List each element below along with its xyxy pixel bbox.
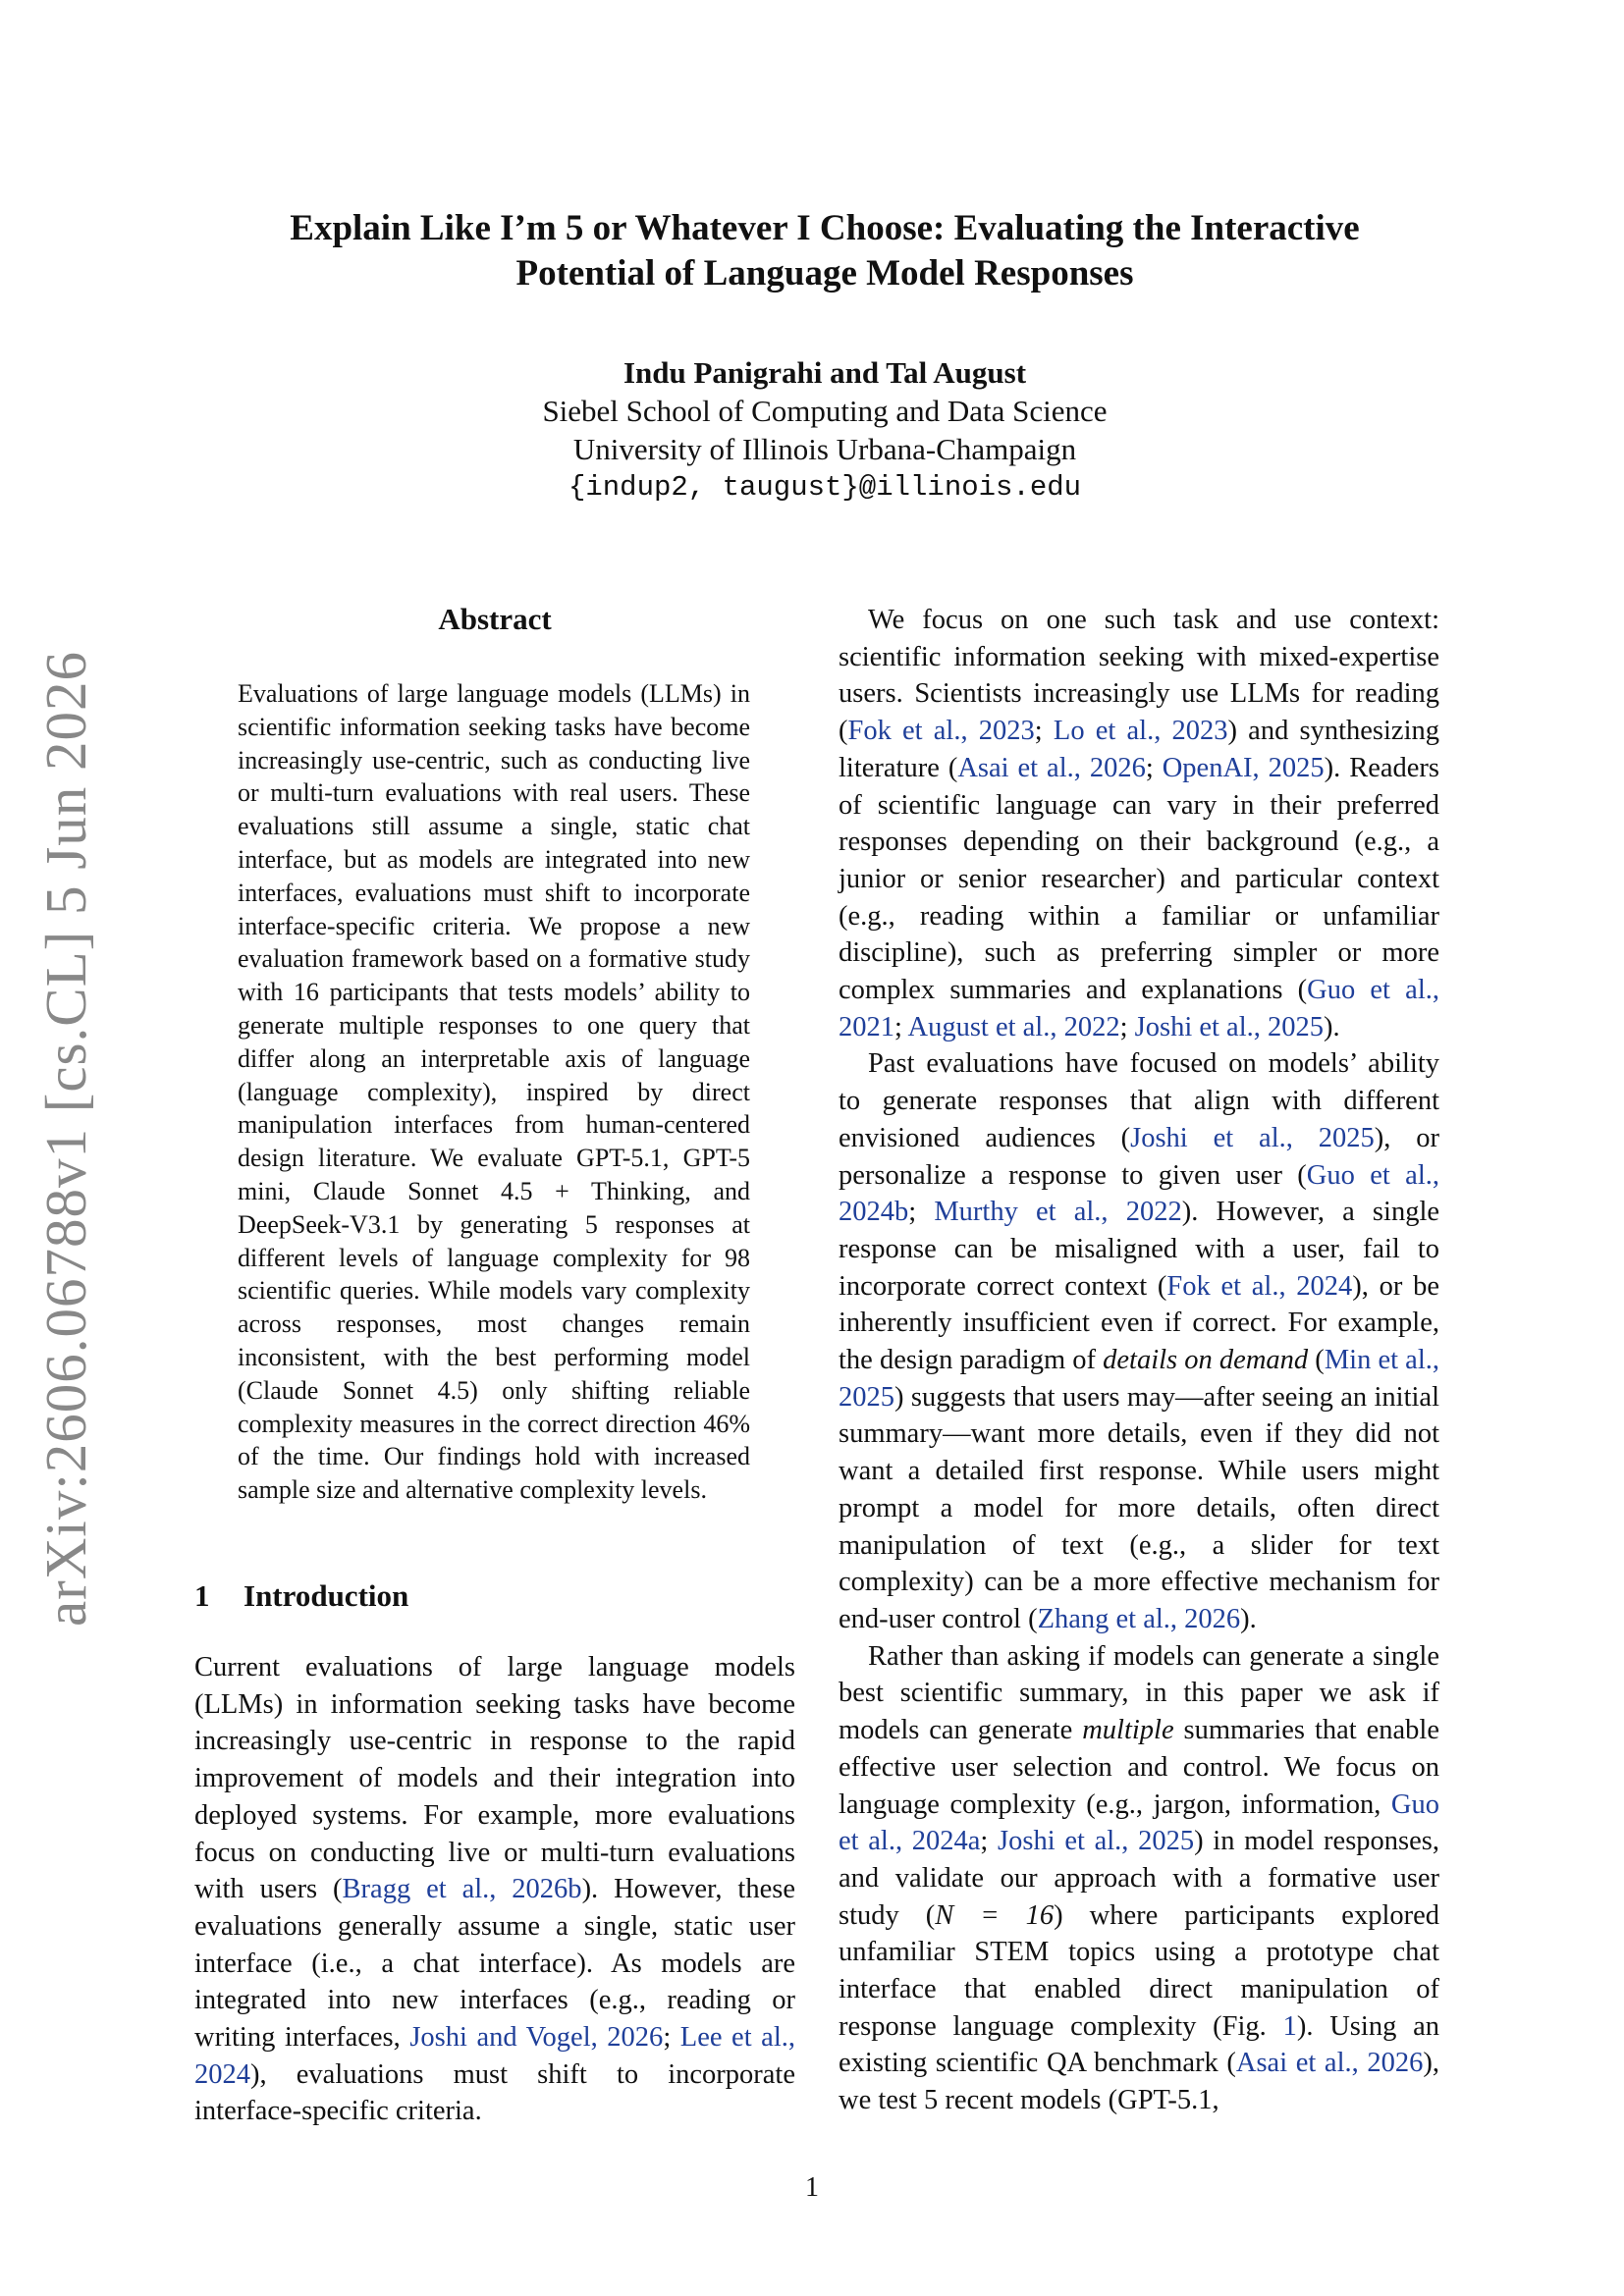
citation-link[interactable]: Guo et al., 2024b [839, 1159, 1439, 1228]
text-run: ). [1324, 1011, 1340, 1042]
text-run: ), or be inherently insufficient even if correct. For example, the design paradigm of [839, 1270, 1439, 1376]
text-run: ). Using an existing scientific QA benchmark ( [839, 2010, 1439, 2079]
intro-paragraph-4 [839, 1638, 1439, 2119]
affiliation-line-1: Siebel School of Computing and Data Science [542, 394, 1108, 428]
citation-link[interactable]: OpenAI, 2025 [1162, 752, 1325, 783]
citation-link[interactable]: Zhang et al., 2026 [1037, 1603, 1241, 1634]
text-run: ), we test 5 recent models (GPT-5.1, [839, 2048, 1439, 2116]
section-title: Introduction [244, 1578, 409, 1613]
citation-link[interactable]: Fok et al., 2024 [1166, 1270, 1353, 1302]
section-heading-introduction [194, 1578, 408, 1614]
citation-link[interactable]: Joshi and Vogel, 2026 [409, 2022, 664, 2054]
title-line-1: Explain Like I’m 5 or Whatever I Choose: Evaluating the Interactive [290, 208, 1360, 248]
author-email: {indup2, taugust}@illinois.edu [568, 471, 1082, 504]
text-run: Rather than asking if models can generate a single best scientific summary, in this paper we ask if models can generate [839, 1640, 1439, 1746]
citation-link[interactable]: Min et al., 2025 [839, 1345, 1439, 1413]
text-run: ) and synthesizing literature ( [839, 716, 1439, 783]
math-expression: N = 16 [935, 1899, 1055, 1931]
emphasis-text: multiple [1082, 1715, 1174, 1746]
text-run: ; [980, 1826, 999, 1857]
text-run: Past evaluations have focused on models’ ability to generate responses that align with different envisioned audiences ( [839, 1048, 1439, 1153]
citation-link[interactable]: Lee et al., 2024 [194, 2022, 795, 2090]
intro-left-column [194, 1649, 795, 2130]
citation-link[interactable]: Guo et al., 2021 [839, 975, 1439, 1042]
citation-link[interactable]: Joshi et al., 2025 [998, 1826, 1195, 1857]
figure-reference-link[interactable]: 1 [1282, 2010, 1297, 2042]
citation-link[interactable]: Joshi et al., 2025 [1130, 1122, 1375, 1153]
emphasis-text: details on demand [1103, 1345, 1309, 1376]
citation-link[interactable]: Fok et al., 2023 [847, 716, 1035, 747]
text-run: ; [894, 1011, 908, 1042]
text-run: ; [1034, 716, 1054, 747]
text-run: ; [1145, 752, 1163, 783]
paper-title [187, 206, 1463, 296]
intro-paragraph-1 [194, 1649, 795, 2130]
affiliation-line-2: University of Illinois Urbana-Champaign [572, 432, 1077, 466]
text-run: ; [908, 1197, 935, 1228]
intro-paragraph-3 [839, 1045, 1439, 1637]
citation-link[interactable]: Guo et al., 2024a [839, 1789, 1439, 1857]
intro-right-column [839, 602, 1439, 2119]
text-run: ) suggests that users may—after seeing an initial summary—want more details, even if they did not want a detailed first response. While users might prompt a model for more details, often direct manipulation of text (e.g., a slider for text complexity) can be a more effective mechanism for end-user control ( [839, 1381, 1439, 1634]
text-run: ) in model responses, and validate our approach with a formative user study ( [839, 1826, 1439, 1931]
text-run: ), or personalize a response to given user ( [839, 1122, 1440, 1191]
arxiv-identifier-stamp: arXiv:2606.06788v1 [cs.CL] 5 Jun 2026 [33, 650, 98, 1628]
text-run: ). However, a single response can be misaligned with a user, fail to incorporate correct context ( [839, 1197, 1440, 1302]
citation-link[interactable]: Lo et al., 2023 [1053, 716, 1228, 747]
abstract-heading: Abstract [438, 602, 552, 636]
text-run: ( [1308, 1345, 1325, 1376]
text-run: ; [663, 2022, 680, 2054]
page-number: 1 [805, 2172, 819, 2203]
text-run: ; [1119, 1011, 1135, 1042]
author-names: Indu Panigrahi and Tal August [623, 355, 1027, 390]
title-line-2: Potential of Language Model Responses [515, 253, 1134, 294]
citation-link[interactable]: Asai et al., 2026 [1235, 2048, 1424, 2079]
citation-link[interactable]: Murthy et al., 2022 [934, 1197, 1182, 1228]
text-run: ) where participants explored unfamiliar STEM topics using a prototype chat interface that enabled direct manipulation of response language complexity (Fig. [839, 1899, 1440, 2042]
citation-link[interactable]: Bragg et al., 2026b [342, 1874, 582, 1905]
text-run: Current evaluations of large language models (LLMs) in information seeking tasks have become increasingly use-centric in response to the rapid improvement of models and their integration into deployed systems. For example, more evaluations focus on conducting live or multi-turn evaluations with users ( [194, 1652, 795, 1905]
text-run: ). Readers of scientific language can vary in their preferred responses depending on their background (e.g., a junior or senior researcher) and particular context (e.g., reading within a familiar or unfamiliar discipline), such as preferring simpler or more complex summaries and explanations ( [839, 752, 1439, 1006]
citation-link[interactable]: August et al., 2022 [907, 1011, 1120, 1042]
section-number: 1 [194, 1578, 210, 1613]
citation-link[interactable]: Asai et al., 2026 [957, 752, 1146, 783]
abstract-body: Evaluations of large language models (LLMs) in scientific information seeking tasks have become increasingly use-centric, such as conducting live or multi-turn evaluations with real users. These evaluations still assume a single, static chat interface, but as models are integrated into new interfaces, evaluations must shift to incorporate interface-specific criteria. We propose a new evaluation framework based on a formative study with 16 participants that tests models’ ability to generate multiple responses to one query that differ along an interpretable axis of language (language complexity), inspired by direct manipulation interfaces from human-centered design literature. We evaluate GPT-5.1, GPT-5 mini, Claude Sonnet 4.5 + Thinking, and DeepSeek-V3.1 by generating 5 responses at different levels of language complexity for 98 scientific queries. While models vary complexity across responses, most changes remain inconsistent, with the best performing model (Claude Sonnet 4.5) only shifting reliable complexity measures in the correct direction 46% of the time. Our findings hold with increased sample size and alternative complexity levels. [238, 679, 750, 1505]
text-run: ). However, these evaluations generally assume a single, static user interface (i.e., a chat interface). As models are integrated into new interfaces (e.g., reading or writing interfaces, [194, 1874, 795, 2054]
text-run: We focus on one such task and use context: scientific information seeking with mixed-expertise users. Scientists increasingly use LLMs for reading ( [839, 605, 1439, 747]
author-block [187, 353, 1463, 507]
text-run: ). [1240, 1603, 1257, 1634]
citation-link[interactable]: Joshi et al., 2025 [1134, 1011, 1325, 1042]
text-run: ), evaluations must shift to incorporate interface-specific criteria. [194, 2058, 795, 2127]
intro-paragraph-2 [839, 602, 1439, 1045]
text-run: summaries that enable effective user selection and control. We focus on language complexity (e.g., jargon, information, [839, 1715, 1439, 1820]
